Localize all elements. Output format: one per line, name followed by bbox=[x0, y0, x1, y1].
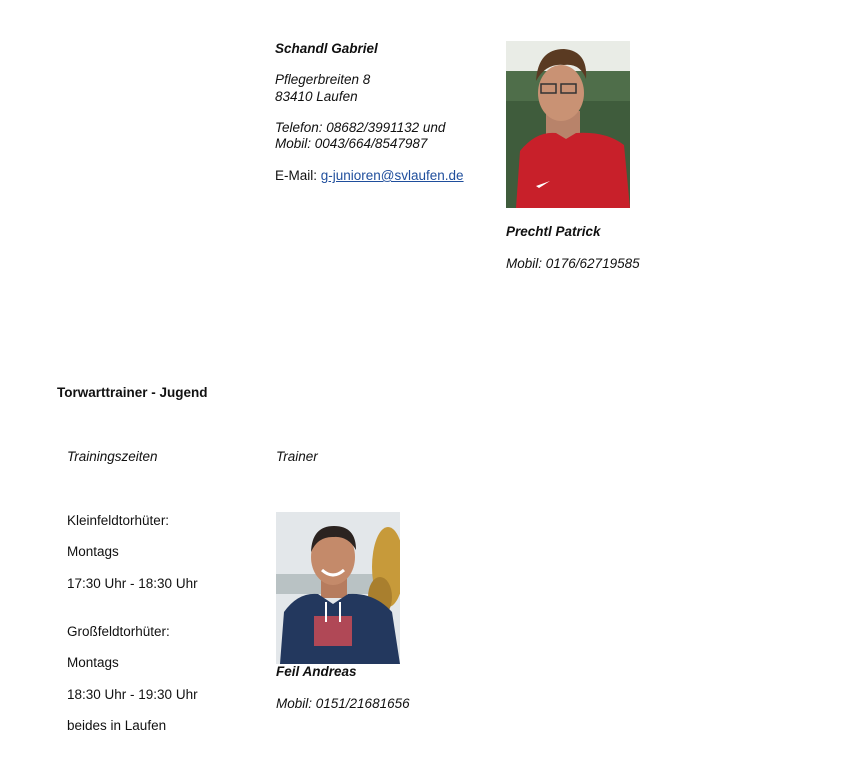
contact-street: Pflegerbreiten 8 bbox=[275, 72, 371, 87]
schedule-line: Montags bbox=[67, 544, 119, 559]
column-header-trainer: Trainer bbox=[276, 449, 318, 464]
contact-email-line bbox=[275, 168, 464, 183]
schedule-line: beides in Laufen bbox=[67, 718, 167, 733]
schedule-line: Montags bbox=[67, 655, 119, 670]
column-header-training: Trainingszeiten bbox=[67, 449, 158, 464]
trainer-name-feil: Feil Andreas bbox=[276, 664, 357, 679]
section-title: Torwarttrainer - Jugend bbox=[57, 385, 208, 400]
contact-mobile-prechtl: Mobil: 0176/62719585 bbox=[506, 256, 640, 271]
contact-name-prechtl: Prechtl Patrick bbox=[506, 224, 601, 239]
contact-phone: Telefon: 08682/3991132 und bbox=[275, 120, 446, 135]
contact-name-schandl: Schandl Gabriel bbox=[275, 41, 378, 56]
schedule-line: 18:30 Uhr - 19:30 Uhr bbox=[67, 687, 198, 702]
email-link[interactable]: g-junioren@svlaufen.de bbox=[320, 168, 464, 183]
contact-mobile: Mobil: 0043/664/8547987 bbox=[275, 136, 428, 151]
schedule-line: Kleinfeldtorhüter: bbox=[67, 513, 170, 528]
email-label: E-Mail: bbox=[275, 168, 321, 183]
schedule-line: Großfeldtorhüter: bbox=[67, 624, 170, 639]
contact-city: 83410 Laufen bbox=[275, 89, 358, 104]
photo-feil-andreas bbox=[276, 512, 400, 664]
trainer-mobile-feil: Mobil: 0151/21681656 bbox=[276, 696, 410, 711]
photo-prechtl-patrick bbox=[506, 41, 630, 208]
schedule-line: 17:30 Uhr - 18:30 Uhr bbox=[67, 576, 198, 591]
